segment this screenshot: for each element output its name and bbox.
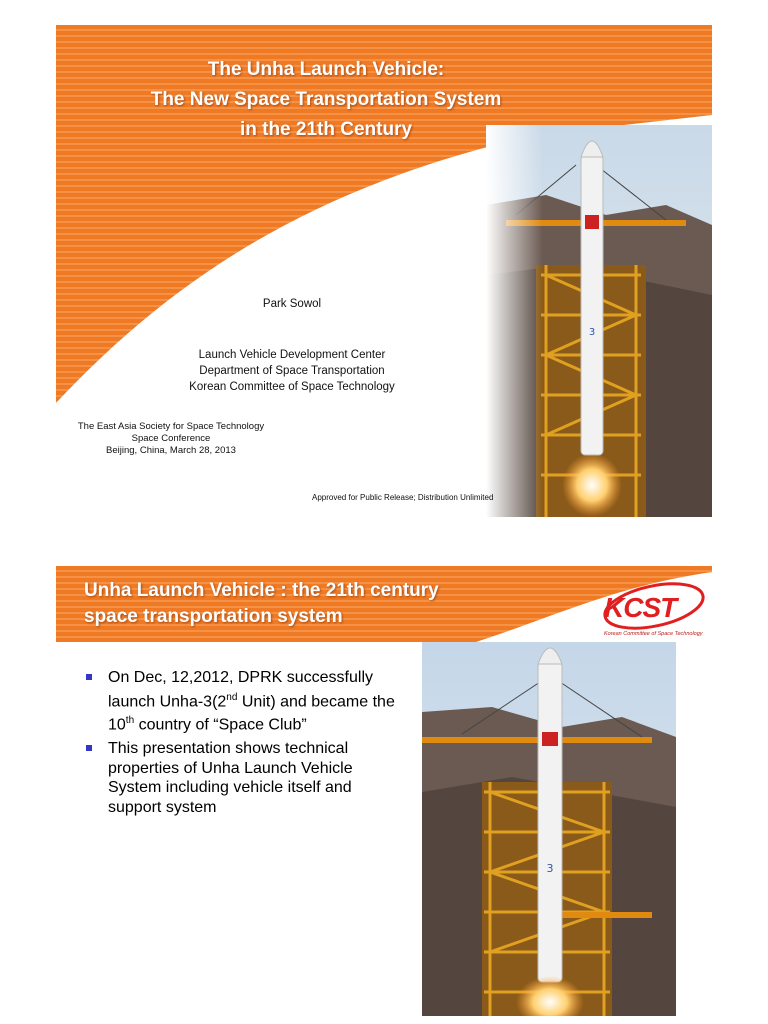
bullet-item: This presentation shows technical properties of Unha Launch Vehicle System including vehicle itself and support system xyxy=(84,739,404,817)
bullet-list xyxy=(84,668,404,821)
affiliation-line: Department of Space Transportation xyxy=(199,365,385,377)
bullet-square-icon xyxy=(86,745,92,751)
logo-text: KCST xyxy=(604,592,677,623)
rocket-launch-photo xyxy=(422,642,676,1016)
affiliation-line: Korean Committee of Space Technology xyxy=(189,381,395,393)
bullet-item: On Dec, 12,2012, DPRK successfully launch Unha-3(2nd Unit) and became the 10th country of “Space Club” xyxy=(84,668,404,735)
title-slide xyxy=(56,25,712,517)
svg-text:3: 3 xyxy=(546,862,554,875)
title-line: in the 21th Century xyxy=(239,119,413,140)
title-line: Unha Launch Vehicle : the 21th century xyxy=(84,580,439,601)
affiliation xyxy=(156,347,428,395)
bullet-square-icon xyxy=(86,674,92,680)
kcst-logo xyxy=(596,574,708,642)
slide-title xyxy=(84,578,439,630)
conference-line: The East Asia Society for Space Technology xyxy=(77,421,265,432)
title-line: The New Space Transportation System xyxy=(150,89,502,110)
title-line: space transportation system xyxy=(84,606,343,627)
content-slide xyxy=(56,566,712,1016)
conference-line: Space Conference xyxy=(131,433,211,444)
conference-line: Beijing, China, March 28, 2013 xyxy=(106,445,236,456)
affiliation-line: Launch Vehicle Development Center xyxy=(198,349,386,361)
slide-title xyxy=(76,55,576,145)
conference-info xyxy=(76,421,266,457)
title-line: The Unha Launch Vehicle: xyxy=(207,59,445,80)
author-name: Park Sowol xyxy=(262,298,322,310)
rocket-launch-photo xyxy=(486,125,712,517)
logo-subtext: Korean Committee of Space Technology xyxy=(604,631,703,637)
release-note: Approved for Public Release; Distribution Unlimited xyxy=(312,493,494,502)
